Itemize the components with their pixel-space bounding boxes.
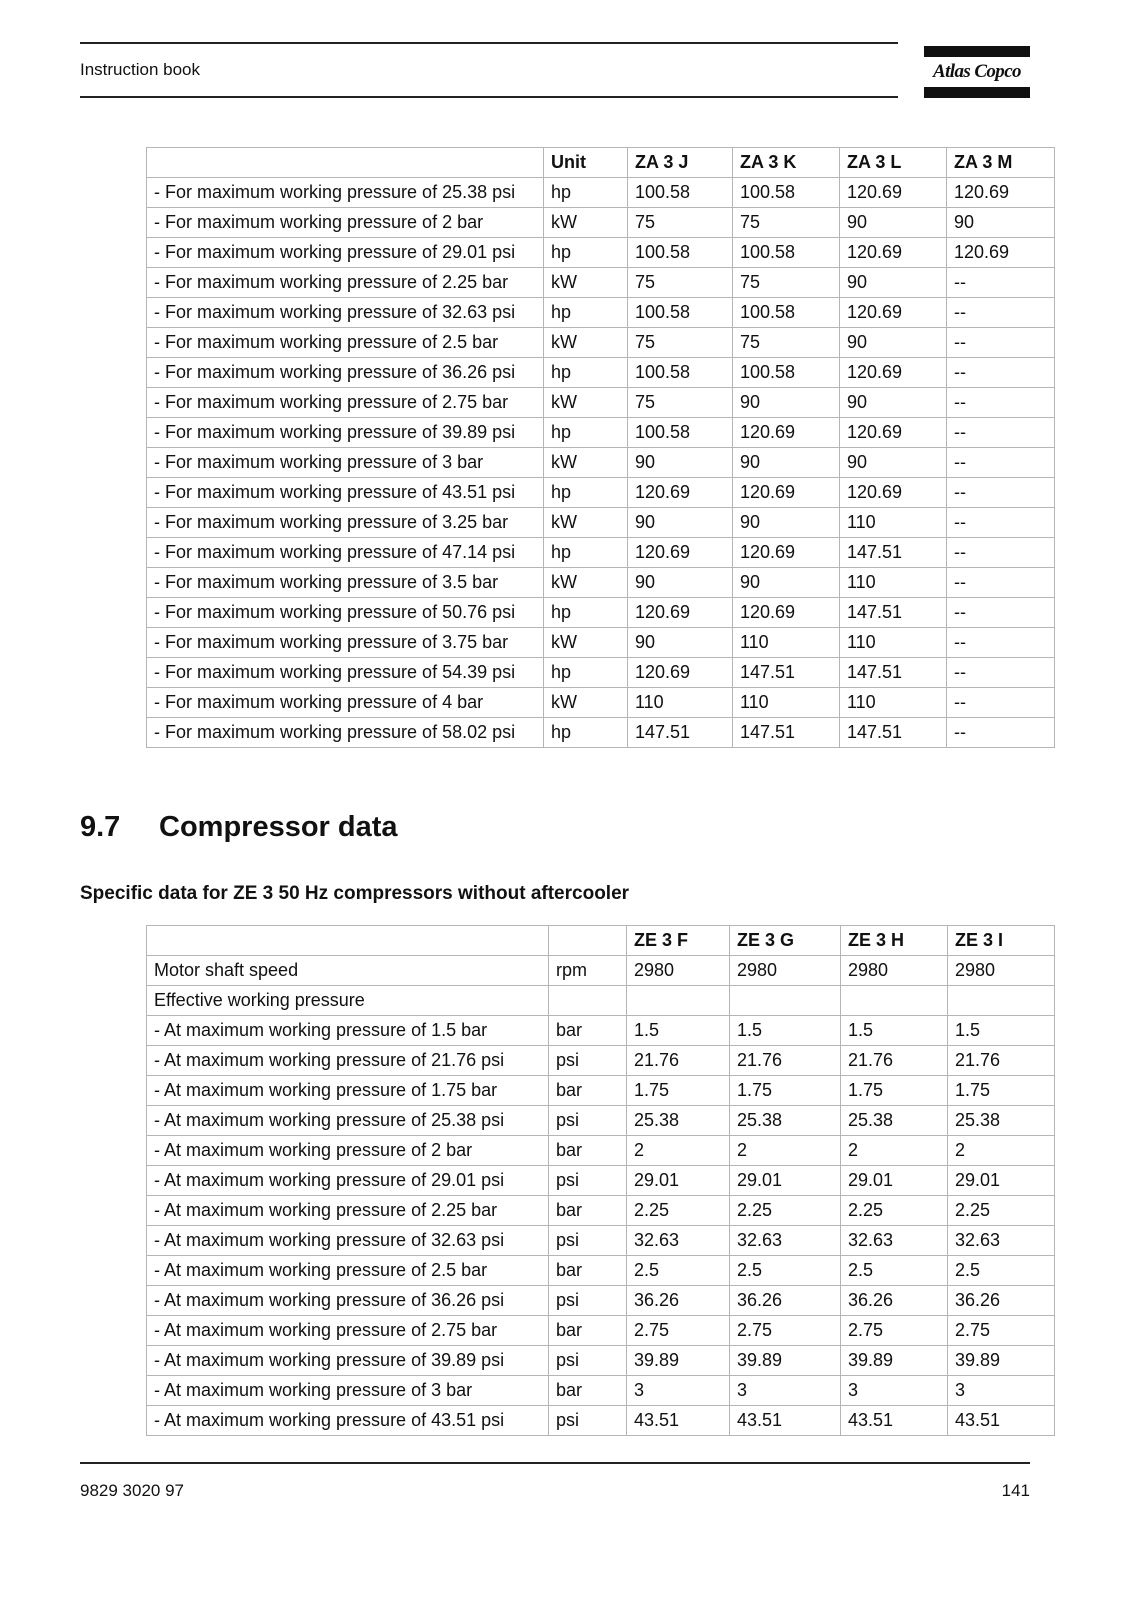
- unit-cell: hp: [544, 658, 628, 688]
- compressor-data-table: [146, 925, 1055, 1436]
- value-cell: 90: [840, 388, 947, 418]
- value-cell: 2.5: [627, 1256, 730, 1286]
- compressor-table-column-header: [549, 926, 627, 956]
- value-cell: 2980: [841, 956, 948, 986]
- value-cell: 75: [628, 328, 733, 358]
- value-cell: --: [947, 658, 1055, 688]
- header-top-rule: [80, 42, 898, 44]
- row-label: - At maximum working pressure of 25.38 psi: [147, 1106, 549, 1136]
- row-label: - For maximum working pressure of 43.51 psi: [147, 478, 544, 508]
- value-cell: 100.58: [628, 238, 733, 268]
- row-label: - For maximum working pressure of 2.5 bar: [147, 328, 544, 358]
- value-cell: 147.51: [840, 538, 947, 568]
- table-row: [147, 598, 1055, 628]
- value-cell: 21.76: [627, 1046, 730, 1076]
- value-cell: 147.51: [733, 658, 840, 688]
- row-label: - For maximum working pressure of 3.5 bar: [147, 568, 544, 598]
- section-number: 9.7: [80, 811, 121, 843]
- value-cell: 29.01: [627, 1166, 730, 1196]
- value-cell: 32.63: [730, 1226, 841, 1256]
- unit-cell: [549, 986, 627, 1016]
- value-cell: 120.69: [733, 478, 840, 508]
- unit-cell: psi: [549, 1346, 627, 1376]
- value-cell: 2: [948, 1136, 1055, 1166]
- value-cell: 29.01: [841, 1166, 948, 1196]
- table-row: [147, 1166, 1055, 1196]
- value-cell: 120.69: [840, 298, 947, 328]
- table-row: [147, 1196, 1055, 1226]
- table-row: [147, 508, 1055, 538]
- value-cell: 21.76: [948, 1046, 1055, 1076]
- unit-cell: kW: [544, 388, 628, 418]
- unit-cell: hp: [544, 358, 628, 388]
- section-title: Compressor data: [159, 811, 398, 843]
- unit-cell: bar: [549, 1316, 627, 1346]
- value-cell: --: [947, 718, 1055, 748]
- value-cell: 75: [733, 208, 840, 238]
- value-cell: --: [947, 688, 1055, 718]
- value-cell: 2.5: [730, 1256, 841, 1286]
- unit-cell: kW: [544, 268, 628, 298]
- value-cell: 100.58: [733, 178, 840, 208]
- value-cell: 25.38: [730, 1106, 841, 1136]
- table-row: [147, 658, 1055, 688]
- row-label: - At maximum working pressure of 1.75 bar: [147, 1076, 549, 1106]
- value-cell: 90: [628, 448, 733, 478]
- value-cell: 1.75: [948, 1076, 1055, 1106]
- compressor-table-column-header: [147, 926, 549, 956]
- row-label: - For maximum working pressure of 29.01 psi: [147, 238, 544, 268]
- power-table-column-header: Unit: [544, 148, 628, 178]
- compressor-table-column-header: ZE 3 I: [948, 926, 1055, 956]
- value-cell: 3: [730, 1376, 841, 1406]
- compressor-data-table-header: [147, 926, 1055, 956]
- value-cell: 110: [628, 688, 733, 718]
- row-label: Effective working pressure: [147, 986, 549, 1016]
- value-cell: 39.89: [730, 1346, 841, 1376]
- table-row: [147, 1406, 1055, 1436]
- value-cell: 2980: [948, 956, 1055, 986]
- unit-cell: hp: [544, 478, 628, 508]
- value-cell: --: [947, 328, 1055, 358]
- row-label: - For maximum working pressure of 3.25 bar: [147, 508, 544, 538]
- table-row: [147, 956, 1055, 986]
- row-label: - At maximum working pressure of 3 bar: [147, 1376, 549, 1406]
- value-cell: --: [947, 268, 1055, 298]
- unit-cell: kW: [544, 448, 628, 478]
- value-cell: [841, 986, 948, 1016]
- table-row: [147, 986, 1055, 1016]
- table-row: [147, 1226, 1055, 1256]
- value-cell: 100.58: [628, 298, 733, 328]
- value-cell: --: [947, 298, 1055, 328]
- unit-cell: hp: [544, 418, 628, 448]
- table-row: [147, 1286, 1055, 1316]
- logo-wordmark: Atlas Copco: [933, 61, 1021, 82]
- page-number: 141: [1001, 1481, 1030, 1500]
- value-cell: 43.51: [841, 1406, 948, 1436]
- power-table-body: [147, 178, 1055, 748]
- header-title: Instruction book: [80, 60, 201, 79]
- value-cell: 1.5: [841, 1016, 948, 1046]
- unit-cell: hp: [544, 598, 628, 628]
- value-cell: 2: [730, 1136, 841, 1166]
- unit-cell: kW: [544, 628, 628, 658]
- value-cell: 120.69: [947, 178, 1055, 208]
- value-cell: 90: [628, 568, 733, 598]
- table-row: [147, 418, 1055, 448]
- row-label: - For maximum working pressure of 36.26 psi: [147, 358, 544, 388]
- document-number: 9829 3020 97: [80, 1481, 184, 1500]
- value-cell: 110: [840, 628, 947, 658]
- row-label: - For maximum working pressure of 47.14 psi: [147, 538, 544, 568]
- value-cell: 2.75: [841, 1316, 948, 1346]
- compressor-table-header-row: [147, 926, 1055, 956]
- row-label: Motor shaft speed: [147, 956, 549, 986]
- unit-cell: hp: [544, 238, 628, 268]
- value-cell: 120.69: [840, 358, 947, 388]
- compressor-data-table-body: [147, 956, 1055, 1436]
- unit-cell: hp: [544, 718, 628, 748]
- unit-cell: bar: [549, 1376, 627, 1406]
- value-cell: 100.58: [733, 298, 840, 328]
- value-cell: 2.5: [841, 1256, 948, 1286]
- table-row: [147, 238, 1055, 268]
- row-label: - At maximum working pressure of 21.76 psi: [147, 1046, 549, 1076]
- row-label: - For maximum working pressure of 2.25 bar: [147, 268, 544, 298]
- value-cell: 1.75: [730, 1076, 841, 1106]
- value-cell: 32.63: [627, 1226, 730, 1256]
- table-row: [147, 1346, 1055, 1376]
- unit-cell: bar: [549, 1256, 627, 1286]
- value-cell: 1.5: [730, 1016, 841, 1046]
- value-cell: 90: [628, 628, 733, 658]
- value-cell: --: [947, 538, 1055, 568]
- table-row: [147, 538, 1055, 568]
- table-row: [147, 208, 1055, 238]
- value-cell: 2.25: [627, 1196, 730, 1226]
- value-cell: 100.58: [628, 178, 733, 208]
- value-cell: 2980: [627, 956, 730, 986]
- table-row: [147, 1106, 1055, 1136]
- value-cell: --: [947, 568, 1055, 598]
- unit-cell: psi: [549, 1226, 627, 1256]
- table-row: [147, 628, 1055, 658]
- value-cell: 25.38: [627, 1106, 730, 1136]
- value-cell: 36.26: [730, 1286, 841, 1316]
- unit-cell: psi: [549, 1406, 627, 1436]
- row-label: - For maximum working pressure of 32.63 psi: [147, 298, 544, 328]
- row-label: - For maximum working pressure of 39.89 psi: [147, 418, 544, 448]
- row-label: - For maximum working pressure of 2.75 bar: [147, 388, 544, 418]
- row-label: - For maximum working pressure of 4 bar: [147, 688, 544, 718]
- power-table-column-header: [147, 148, 544, 178]
- value-cell: 36.26: [948, 1286, 1055, 1316]
- unit-cell: kW: [544, 688, 628, 718]
- unit-cell: psi: [549, 1286, 627, 1316]
- value-cell: 75: [628, 388, 733, 418]
- value-cell: 2.25: [948, 1196, 1055, 1226]
- atlas-copco-logo: [924, 46, 1030, 98]
- table-row: [147, 568, 1055, 598]
- row-label: - At maximum working pressure of 2 bar: [147, 1136, 549, 1166]
- value-cell: 90: [840, 268, 947, 298]
- power-table-column-header: ZA 3 J: [628, 148, 733, 178]
- unit-cell: hp: [544, 298, 628, 328]
- value-cell: 120.69: [628, 538, 733, 568]
- value-cell: 120.69: [628, 658, 733, 688]
- value-cell: 120.69: [733, 598, 840, 628]
- unit-cell: rpm: [549, 956, 627, 986]
- value-cell: 147.51: [840, 658, 947, 688]
- value-cell: 120.69: [840, 238, 947, 268]
- value-cell: 21.76: [841, 1046, 948, 1076]
- logo-bottom-bar: [924, 87, 1030, 98]
- value-cell: 90: [840, 328, 947, 358]
- row-label: - At maximum working pressure of 29.01 psi: [147, 1166, 549, 1196]
- table-row: [147, 298, 1055, 328]
- value-cell: 1.75: [841, 1076, 948, 1106]
- power-table-column-header: ZA 3 L: [840, 148, 947, 178]
- row-label: - For maximum working pressure of 3.75 bar: [147, 628, 544, 658]
- value-cell: 2.25: [730, 1196, 841, 1226]
- value-cell: 110: [733, 628, 840, 658]
- table-row: [147, 1046, 1055, 1076]
- unit-cell: psi: [549, 1166, 627, 1196]
- value-cell: 100.58: [628, 418, 733, 448]
- value-cell: --: [947, 358, 1055, 388]
- table-row: [147, 478, 1055, 508]
- table-row: [147, 358, 1055, 388]
- header-bottom-rule: [80, 96, 898, 98]
- value-cell: 2: [627, 1136, 730, 1166]
- row-label: - For maximum working pressure of 50.76 psi: [147, 598, 544, 628]
- value-cell: [627, 986, 730, 1016]
- value-cell: 110: [733, 688, 840, 718]
- value-cell: 100.58: [628, 358, 733, 388]
- value-cell: 90: [733, 508, 840, 538]
- value-cell: 100.58: [733, 238, 840, 268]
- value-cell: 120.69: [628, 598, 733, 628]
- value-cell: 120.69: [840, 418, 947, 448]
- value-cell: 147.51: [840, 598, 947, 628]
- value-cell: 3: [948, 1376, 1055, 1406]
- value-cell: --: [947, 418, 1055, 448]
- unit-cell: kW: [544, 208, 628, 238]
- value-cell: [730, 986, 841, 1016]
- table-row: [147, 328, 1055, 358]
- value-cell: 90: [733, 568, 840, 598]
- value-cell: 39.89: [948, 1346, 1055, 1376]
- value-cell: 90: [840, 208, 947, 238]
- value-cell: 1.5: [627, 1016, 730, 1046]
- table-row: [147, 1076, 1055, 1106]
- footer-rule: [80, 1462, 1030, 1464]
- row-label: - For maximum working pressure of 2 bar: [147, 208, 544, 238]
- value-cell: 29.01: [730, 1166, 841, 1196]
- value-cell: 39.89: [627, 1346, 730, 1376]
- row-label: - At maximum working pressure of 36.26 psi: [147, 1286, 549, 1316]
- table-row: [147, 1256, 1055, 1286]
- value-cell: 1.75: [627, 1076, 730, 1106]
- value-cell: 32.63: [948, 1226, 1055, 1256]
- unit-cell: bar: [549, 1016, 627, 1046]
- value-cell: 43.51: [627, 1406, 730, 1436]
- power-table-header: [147, 148, 1055, 178]
- unit-cell: hp: [544, 178, 628, 208]
- value-cell: 110: [840, 508, 947, 538]
- row-label: - At maximum working pressure of 2.75 bar: [147, 1316, 549, 1346]
- table-row: [147, 388, 1055, 418]
- unit-cell: kW: [544, 508, 628, 538]
- value-cell: 120.69: [840, 478, 947, 508]
- value-cell: 32.63: [841, 1226, 948, 1256]
- value-cell: 90: [733, 448, 840, 478]
- value-cell: 2.75: [948, 1316, 1055, 1346]
- value-cell: 100.58: [733, 358, 840, 388]
- unit-cell: bar: [549, 1196, 627, 1226]
- value-cell: --: [947, 598, 1055, 628]
- unit-cell: kW: [544, 328, 628, 358]
- value-cell: --: [947, 508, 1055, 538]
- row-label: - At maximum working pressure of 43.51 psi: [147, 1406, 549, 1436]
- value-cell: 147.51: [628, 718, 733, 748]
- table-row: [147, 718, 1055, 748]
- value-cell: 3: [627, 1376, 730, 1406]
- value-cell: 1.5: [948, 1016, 1055, 1046]
- value-cell: --: [947, 448, 1055, 478]
- unit-cell: kW: [544, 568, 628, 598]
- row-label: - For maximum working pressure of 58.02 psi: [147, 718, 544, 748]
- value-cell: 2.75: [730, 1316, 841, 1346]
- compressor-table-column-header: ZE 3 H: [841, 926, 948, 956]
- value-cell: 43.51: [948, 1406, 1055, 1436]
- value-cell: 147.51: [840, 718, 947, 748]
- power-table-column-header: ZA 3 K: [733, 148, 840, 178]
- table-row: [147, 1316, 1055, 1346]
- value-cell: 43.51: [730, 1406, 841, 1436]
- value-cell: 2.75: [627, 1316, 730, 1346]
- value-cell: 90: [840, 448, 947, 478]
- value-cell: 36.26: [841, 1286, 948, 1316]
- power-table-column-header: ZA 3 M: [947, 148, 1055, 178]
- table-row: [147, 1376, 1055, 1406]
- unit-cell: hp: [544, 538, 628, 568]
- table-row: [147, 688, 1055, 718]
- value-cell: 147.51: [733, 718, 840, 748]
- row-label: - At maximum working pressure of 2.5 bar: [147, 1256, 549, 1286]
- value-cell: --: [947, 478, 1055, 508]
- row-label: - At maximum working pressure of 2.25 bar: [147, 1196, 549, 1226]
- value-cell: 110: [840, 568, 947, 598]
- compressor-table-column-header: ZE 3 G: [730, 926, 841, 956]
- value-cell: 39.89: [841, 1346, 948, 1376]
- unit-cell: bar: [549, 1136, 627, 1166]
- value-cell: 90: [628, 508, 733, 538]
- table-subheading: Specific data for ZE 3 50 Hz compressors without aftercooler: [80, 883, 630, 904]
- value-cell: 75: [628, 268, 733, 298]
- value-cell: --: [947, 388, 1055, 418]
- value-cell: [948, 986, 1055, 1016]
- value-cell: 2: [841, 1136, 948, 1166]
- table-row: [147, 1136, 1055, 1166]
- unit-cell: psi: [549, 1046, 627, 1076]
- value-cell: 2980: [730, 956, 841, 986]
- unit-cell: bar: [549, 1076, 627, 1106]
- value-cell: 90: [733, 388, 840, 418]
- value-cell: 25.38: [948, 1106, 1055, 1136]
- value-cell: 75: [733, 328, 840, 358]
- value-cell: 29.01: [948, 1166, 1055, 1196]
- value-cell: 120.69: [733, 418, 840, 448]
- row-label: - At maximum working pressure of 1.5 bar: [147, 1016, 549, 1046]
- table-row: [147, 1016, 1055, 1046]
- table-row: [147, 178, 1055, 208]
- row-label: - At maximum working pressure of 39.89 psi: [147, 1346, 549, 1376]
- row-label: - For maximum working pressure of 54.39 psi: [147, 658, 544, 688]
- row-label: - At maximum working pressure of 32.63 psi: [147, 1226, 549, 1256]
- unit-cell: psi: [549, 1106, 627, 1136]
- value-cell: 3: [841, 1376, 948, 1406]
- power-table-header-row: [147, 148, 1055, 178]
- value-cell: --: [947, 628, 1055, 658]
- value-cell: 110: [840, 688, 947, 718]
- value-cell: 21.76: [730, 1046, 841, 1076]
- value-cell: 120.69: [733, 538, 840, 568]
- value-cell: 75: [628, 208, 733, 238]
- value-cell: 2.5: [948, 1256, 1055, 1286]
- value-cell: 25.38: [841, 1106, 948, 1136]
- value-cell: 120.69: [628, 478, 733, 508]
- value-cell: 90: [947, 208, 1055, 238]
- compressor-table-column-header: ZE 3 F: [627, 926, 730, 956]
- table-row: [147, 448, 1055, 478]
- value-cell: 75: [733, 268, 840, 298]
- row-label: - For maximum working pressure of 3 bar: [147, 448, 544, 478]
- table-row: [147, 268, 1055, 298]
- power-table: [146, 147, 1055, 748]
- value-cell: 2.25: [841, 1196, 948, 1226]
- logo-top-bar: [924, 46, 1030, 57]
- value-cell: 120.69: [947, 238, 1055, 268]
- value-cell: 120.69: [840, 178, 947, 208]
- row-label: - For maximum working pressure of 25.38 psi: [147, 178, 544, 208]
- value-cell: 36.26: [627, 1286, 730, 1316]
